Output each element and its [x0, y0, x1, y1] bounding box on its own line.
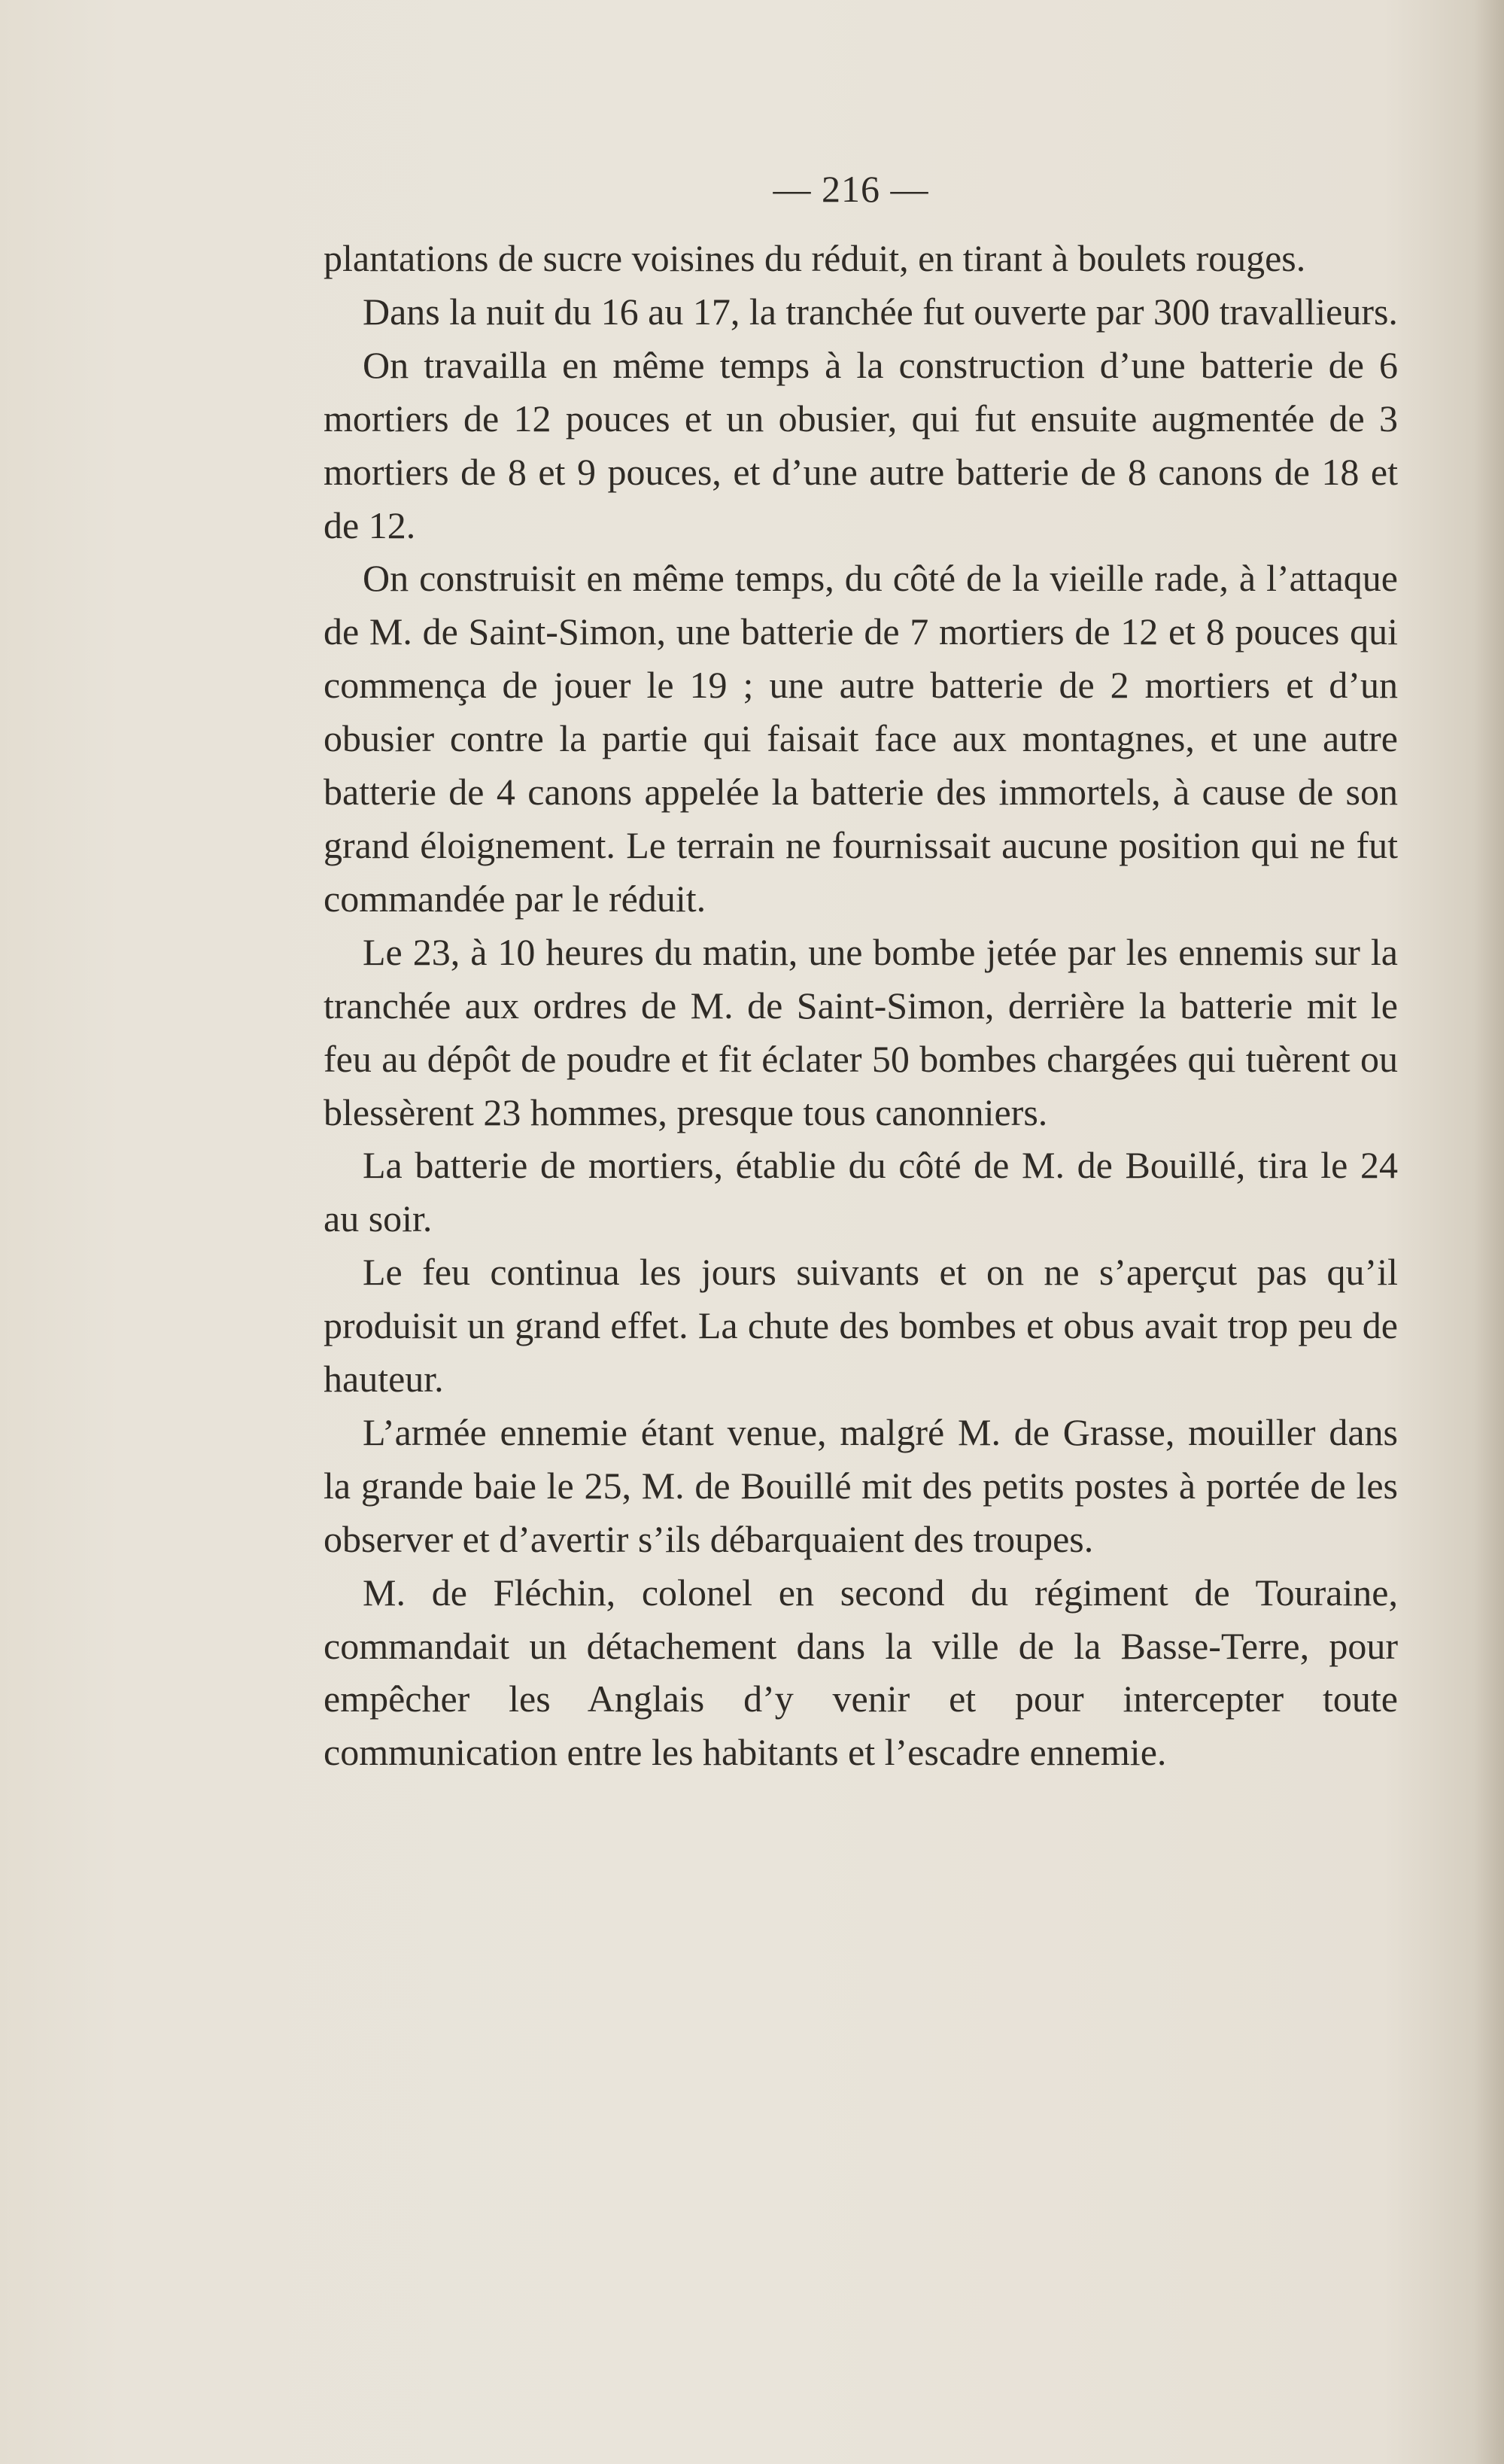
paragraph-7: Le feu continua les jours suivants et on ne s’aperçut pas qu’il produisit un grand effet. La chute des bombes et obus avait trop peu de hauteur. — [324, 1251, 1398, 1401]
body-text — [324, 232, 1398, 1779]
paragraph-8: L’armée ennemie étant venue, malgré M. de Grasse, mouiller dans la grande baie le 25, M. de Bouillé mit des petits postes à portée de les observer et d’avertir s’ils débarquaient des troupes. — [324, 1410, 1398, 1560]
paragraph-5: Le 23, à 10 heures du matin, une bombe jetée par les ennemis sur la tranchée aux ordres de M. de Saint-Simon, derrière la batterie mit le feu au dépôt de poudre et fit éclater 50 bombes chargées qui tuèrent ou blessèrent 23 hommes, presque tous canonniers. — [324, 930, 1398, 1133]
paragraph-9: M. de Fléchin, colonel en second du régiment de Touraine, commandait un détachement dans la ville de la Basse-Terre, pour empêcher les Anglais d’y venir et pour intercepter toute communication entre les habitants et l’escadre ennemie. — [324, 1571, 1398, 1774]
page-number: — 216 — — [773, 168, 929, 210]
paragraph-6: La batterie de mortiers, établie du côté de M. de Bouillé, tira le 24 au soir. — [324, 1144, 1398, 1240]
paragraph-4: On construisit en même temps, du côté de la vieille rade, à l’attaque de M. de Saint-Simon, une batterie de 7 mortiers de 12 et 8 pouces qui commença de jouer le 19 ; une autre batterie de 2 mortiers et d’un obusier contre la partie qui faisait face aux montagnes, et une autre batterie de 4 canons appelée la batterie des immortels, à cause de son grand éloignement. Le terrain ne fournissait aucune position qui ne fut commandée par le réduit. — [324, 557, 1398, 920]
paragraph-2: Dans la nuit du 16 au 17, la tranchée fut ouverte par 300 travallieurs. — [363, 290, 1398, 333]
paragraph-3: On travailla en même temps à la construction d’une batterie de 6 mortiers de 12 pouces et un obusier, qui fut ensuite augmentée de 3 mortiers de 8 et 9 pouces, et d’une autre batterie de 8 canons de 18 et de 12. — [324, 343, 1398, 546]
paragraph-1: plantations de sucre voisines du réduit, en tirant à boulets rouges. — [324, 237, 1306, 279]
